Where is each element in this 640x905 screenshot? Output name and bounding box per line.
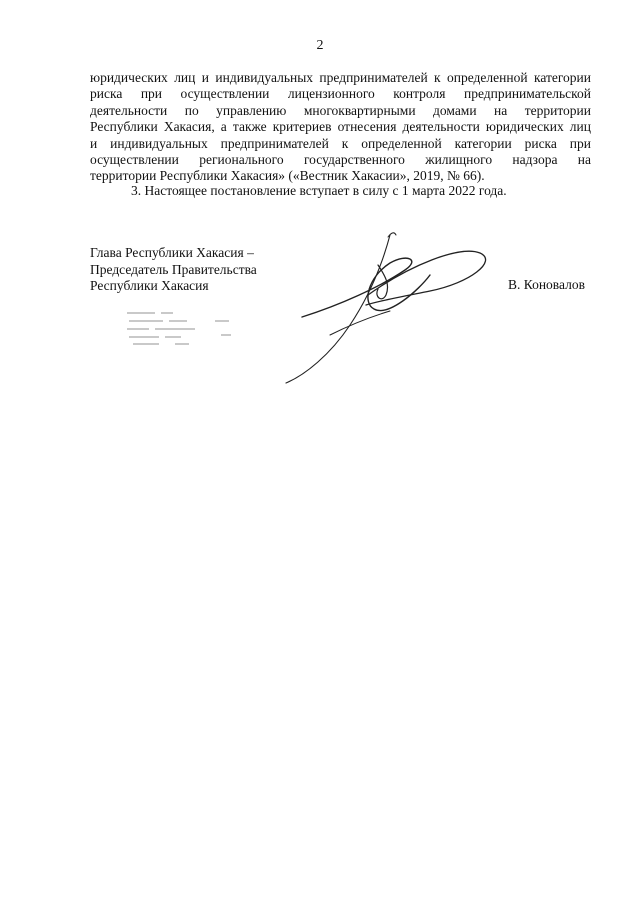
faint-stamp-mark bbox=[125, 308, 245, 348]
body-line-2: риска при осуществлении лицензионного контроля предпринимательской bbox=[90, 86, 591, 102]
handwritten-signature bbox=[270, 225, 500, 390]
signer-title bbox=[90, 245, 257, 295]
page-number: 2 bbox=[316, 38, 324, 53]
body-line-7: территории Республики Хакасия» («Вестник Хакасии», 2019, № 66). bbox=[90, 168, 485, 184]
body-paragraph bbox=[90, 70, 591, 185]
body-line-3: деятельности по управлению многоквартирными домами на территории bbox=[90, 102, 591, 118]
signer-title-line-3: Республики Хакасия bbox=[90, 278, 209, 294]
body-line-6: осуществлении регионального государственного жилищного надзора на bbox=[90, 152, 591, 168]
signer-name: В. Коновалов bbox=[508, 277, 585, 292]
signer-title-line-2: Председатель Правительства bbox=[90, 261, 257, 277]
body-line-4: Республики Хакасия, а также критериев отнесения деятельности юридических лиц bbox=[90, 119, 591, 135]
body-line-5: и индивидуальных предпринимателей к определенной категории риска при bbox=[90, 135, 591, 151]
body-line-1: юридических лиц и индивидуальных предпринимателей к определенной категории bbox=[90, 70, 591, 85]
clause-3: 3. Настоящее постановление вступает в силу с 1 марта 2022 года. bbox=[131, 183, 507, 198]
signer-title-line-1: Глава Республики Хакасия – bbox=[90, 245, 254, 260]
